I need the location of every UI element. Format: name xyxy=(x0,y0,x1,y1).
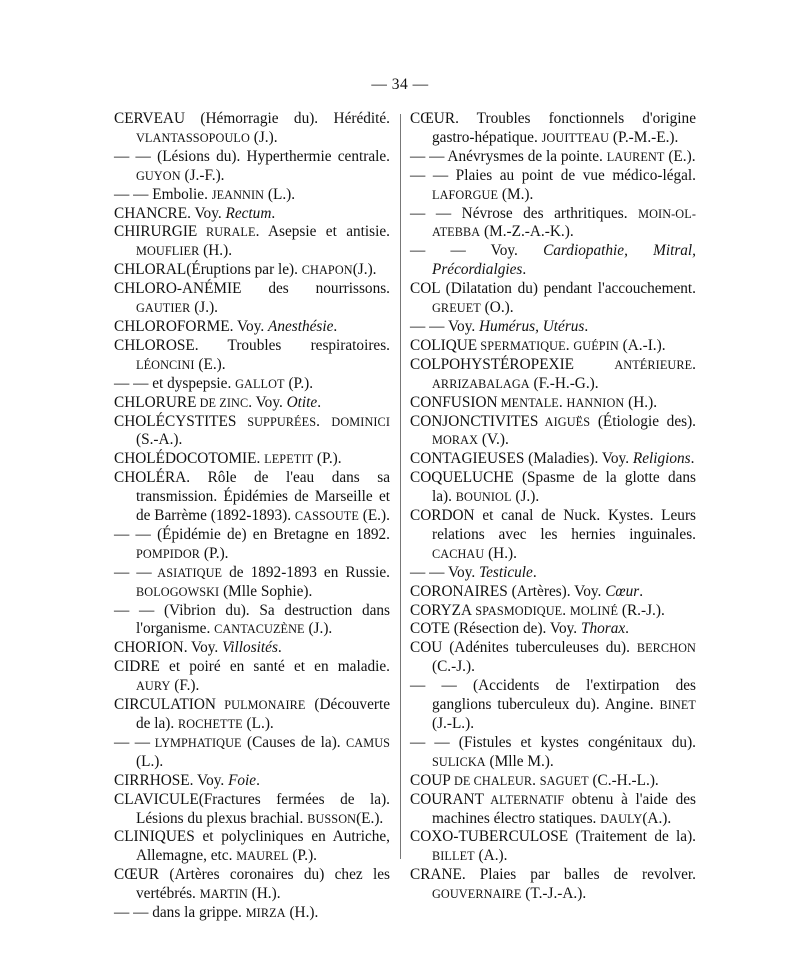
entry-author: LÉONCINI xyxy=(136,357,195,372)
entry-qualifier: SUPPURÉES xyxy=(236,414,317,429)
entry-text: (Dilatation du) pendant l'accouchement. xyxy=(440,280,696,298)
entry-tail: (L.). xyxy=(242,715,274,732)
index-entry xyxy=(410,866,696,904)
entry-headword: CORDON xyxy=(410,507,475,525)
entry-text: . xyxy=(532,771,540,789)
index-entry xyxy=(114,223,390,261)
entry-qualifier: RURALE xyxy=(197,225,256,240)
entry-author: ROCHETTE xyxy=(178,717,243,731)
entry-headword: COXO-TUBERCULOSE xyxy=(410,828,569,846)
entry-author: CAMUS xyxy=(346,735,391,750)
entry-tail: (M.). xyxy=(498,185,534,203)
entry-headword: — — xyxy=(114,525,151,543)
entry-text: . Rôle de l'eau dans sa transmission. Épidémies de Marseille et de Barrème (1892-1893). xyxy=(136,469,390,525)
entry-tail: (J.-F.). xyxy=(180,166,225,184)
entry-text: (Traitement de la). xyxy=(568,828,696,846)
entry-headword: CHLORURE xyxy=(114,393,197,411)
entry-headword: CRANE xyxy=(410,866,462,884)
index-entry xyxy=(410,205,696,243)
index-entry xyxy=(114,602,390,640)
entry-headword: COURANT xyxy=(410,790,484,808)
entry-author: GOUVERNAIRE xyxy=(432,887,522,902)
index-entry xyxy=(114,413,390,451)
index-entry xyxy=(410,583,696,602)
entry-headword: — — xyxy=(114,147,151,165)
index-entry xyxy=(410,620,696,639)
entry-tail: (E.). xyxy=(664,147,696,165)
index-entry xyxy=(114,280,390,318)
index-entry xyxy=(410,602,696,621)
entry-tail: (H.). xyxy=(199,242,233,260)
entry-tail: . xyxy=(333,317,338,335)
entry-text: . Voy. xyxy=(183,639,223,657)
entry-headword: COU xyxy=(410,639,443,657)
entry-tail: . xyxy=(690,450,695,468)
entry-reference: Humérus, Utérus xyxy=(479,317,585,335)
entry-text: (Fistules et kystes congénitaux du). xyxy=(449,733,696,751)
entry-headword: COQUELUCHE xyxy=(410,469,514,487)
entry-text: Plaies au point de vue médico-légal. xyxy=(448,166,697,184)
entry-text: (Accidents de l'extirpation des ganglions tuberculeux du). Angine. xyxy=(432,677,696,714)
index-entry xyxy=(410,318,696,337)
entry-text: . xyxy=(565,336,574,354)
index-entry xyxy=(114,450,390,469)
entry-qualifier: ALTERNATIF xyxy=(483,792,565,807)
entry-text: et poiré en santé et en maladie. xyxy=(159,658,390,676)
index-entry xyxy=(410,450,696,469)
entry-author: BERCHON xyxy=(636,641,696,656)
entry-author: BINET xyxy=(659,698,696,713)
index-entry xyxy=(410,148,696,167)
entry-author: GAUTIER xyxy=(136,301,191,316)
entry-tail: . xyxy=(584,317,589,335)
entry-author: HANNION xyxy=(566,395,625,410)
entry-tail: (L.). xyxy=(264,185,296,203)
entry-tail: (H.). xyxy=(484,544,517,562)
entry-text: . xyxy=(256,450,265,468)
entry-author: VLANTASSOPOULO xyxy=(136,130,250,145)
entry-reference: Anesthésie xyxy=(268,317,334,335)
entry-author: GREUET xyxy=(432,301,481,316)
entry-reference: Thorax xyxy=(580,620,626,638)
page-number: — 34 — xyxy=(371,76,429,93)
entry-tail: (J.-L.). xyxy=(432,715,475,732)
entry-tail: (Mlle M.). xyxy=(485,752,554,770)
right-column xyxy=(410,110,696,904)
entry-reference: Cœur xyxy=(605,582,640,600)
entry-text: Anévrysmes de la pointe. xyxy=(444,147,607,165)
index-entry xyxy=(410,356,696,394)
entry-text: Voy. xyxy=(444,317,479,335)
entry-headword: CŒUR xyxy=(410,110,456,127)
entry-text: (Adénites tuberculeuses du). xyxy=(442,639,637,657)
index-entry xyxy=(410,828,696,866)
entry-text: et dyspepsie. xyxy=(148,374,236,392)
entry-author: BUSSON xyxy=(307,811,357,826)
entry-headword: — — xyxy=(114,185,149,203)
entry-text: . Voy. xyxy=(189,771,229,789)
index-entry xyxy=(114,564,390,602)
entry-headword: COL xyxy=(410,280,441,298)
entry-headword: CERVEAU xyxy=(114,110,186,127)
entry-text: Voy. xyxy=(465,242,544,260)
entry-author: DOMINICI xyxy=(331,414,390,429)
index-entry xyxy=(114,337,390,375)
index-entry xyxy=(410,110,696,148)
entry-author: DAULY xyxy=(600,811,643,826)
entry-author: GUYON xyxy=(136,168,181,183)
entry-tail: (H.). xyxy=(247,885,281,903)
entry-text: . Voy. xyxy=(248,393,287,411)
entry-text: de 1892-1893 en Russie. xyxy=(222,563,390,581)
entry-tail: (S.-A.). xyxy=(136,431,183,449)
entry-tail: (J.). xyxy=(249,128,278,146)
entry-headword: — — xyxy=(410,147,445,165)
entry-headword: CHIRURGIE xyxy=(114,223,198,241)
entry-tail: (P.-M.-E.). xyxy=(609,128,679,146)
entry-text: (Spasme de la glotte dans la). xyxy=(432,469,696,506)
index-entry xyxy=(114,904,390,923)
entry-author: MOIN-OL-ATEBBA xyxy=(432,206,696,240)
entry-author: CHAPON xyxy=(301,263,353,278)
index-entry xyxy=(114,186,390,205)
entry-reference: Cardiopathie, Mitral, Précordialgies xyxy=(432,242,696,279)
entry-tail: (T.-J.-A.). xyxy=(521,885,587,903)
index-entry xyxy=(114,205,390,224)
entry-headword: CHANCRE xyxy=(114,204,188,222)
entry-tail: (J.). xyxy=(352,261,377,279)
entry-author: JEANNIN xyxy=(211,187,265,202)
entry-headword: CHLORAL xyxy=(114,261,187,279)
entry-text: (Artères). Voy. xyxy=(507,582,606,600)
index-entry xyxy=(114,375,390,394)
index-entry xyxy=(114,866,390,904)
index-entry xyxy=(410,677,696,734)
entry-reference: Religions xyxy=(632,450,691,468)
index-entry xyxy=(410,772,696,791)
entry-text: . Voy. xyxy=(187,204,226,222)
left-column xyxy=(114,110,390,923)
entry-tail: (H.). xyxy=(624,393,658,411)
index-entry xyxy=(114,734,390,772)
entry-tail: (H.). xyxy=(285,904,319,922)
entry-text: (Fractures fermées de la). Lésions du plexus brachial. xyxy=(136,790,390,827)
entry-tail: (R.-J.). xyxy=(618,601,665,619)
entry-tail: (P.). xyxy=(200,544,229,562)
entry-tail: . xyxy=(522,261,527,279)
entry-text: (Épidémie de) en Bretagne en 1892. xyxy=(150,525,391,543)
entry-text: (Vibrion du). Sa destruction dans l'organisme. xyxy=(136,601,390,638)
entry-author: CASSOUTE xyxy=(294,509,359,524)
entry-qualifier: MENTALE xyxy=(497,395,559,410)
entry-author: SAGUET xyxy=(539,773,589,788)
entry-reference: Rectum xyxy=(225,204,272,222)
entry-tail: (A.). xyxy=(474,847,508,865)
entry-tail: (A.). xyxy=(642,809,672,827)
entry-author: MORAX xyxy=(432,433,479,448)
entry-text: (Résection de). Voy. xyxy=(449,620,581,638)
entry-text: et canal de Nuck. Kystes. Leurs relations avec les hernies inguinales. xyxy=(432,507,696,543)
entry-text: . xyxy=(692,355,696,373)
entry-text: . Troubles respiratoires. xyxy=(194,336,390,354)
entry-qualifier: DE CHALEUR xyxy=(450,773,533,788)
entry-headword: — — xyxy=(114,733,150,751)
entry-headword: CONJONCTIVITES xyxy=(410,412,539,430)
index-entry xyxy=(410,564,696,583)
entry-headword: CHOLÉDOCOTOMIE xyxy=(114,450,257,468)
entry-text: . Plaies par balles de revolver. xyxy=(461,866,696,884)
entry-text: Névrose des arthritiques. xyxy=(451,204,639,222)
entry-headword: — — xyxy=(410,677,457,695)
entry-text: dans la grippe. xyxy=(148,904,246,922)
entry-text: des nourrissons. xyxy=(241,280,390,298)
index-entry xyxy=(410,639,696,677)
index-entry xyxy=(410,280,696,318)
entry-tail: . xyxy=(277,639,282,657)
column-divider xyxy=(400,114,401,859)
entry-text: (Causes de la). xyxy=(241,733,347,751)
entry-author: BOLOGOWSKI xyxy=(136,584,220,599)
index-entry xyxy=(114,658,390,696)
entry-headword: — — xyxy=(114,601,155,619)
entry-headword: COTE xyxy=(410,620,450,638)
entry-tail: (Mlle Sophie). xyxy=(219,582,313,600)
entry-author: ARRIZABALAGA xyxy=(432,376,530,391)
entry-text: . Voy. xyxy=(229,317,268,335)
entry-tail: (P.). xyxy=(284,374,314,392)
entry-author: POMPIDOR xyxy=(136,546,201,561)
entry-text: . xyxy=(558,393,567,411)
entry-text: . Troubles fonctionnels d'origine gastro-hépatique. xyxy=(432,110,696,146)
entry-headword: CIDRE xyxy=(114,658,160,676)
entry-text: (Maladies). Voy. xyxy=(524,450,633,468)
entry-headword: — — xyxy=(114,374,149,392)
entry-qualifier: SPERMATIQUE xyxy=(477,338,566,353)
entry-tail: (A.-I.). xyxy=(618,336,666,354)
index-entry xyxy=(410,507,696,564)
entry-headword: CONTAGIEUSES xyxy=(410,450,525,468)
entry-author: JOUITTEAU xyxy=(541,130,610,145)
index-entry xyxy=(410,337,696,356)
entry-headword: CHLOROFORME xyxy=(114,317,230,335)
entry-text: (Hémorragie du). Hérédité. xyxy=(185,110,390,127)
entry-headword: CORYZA xyxy=(410,601,473,619)
entry-tail: (M.-Z.-A.-K.). xyxy=(480,223,574,241)
entry-tail: . xyxy=(532,563,537,581)
entry-text: obtenu à l'aide des machines électro statiques. xyxy=(432,790,696,827)
index-entry xyxy=(410,734,696,772)
entry-tail: (L.). xyxy=(136,752,164,770)
entry-author: AURY xyxy=(136,679,171,694)
entry-author: CACHAU xyxy=(432,546,485,561)
index-entry xyxy=(114,318,390,337)
index-entry xyxy=(114,772,390,791)
entry-text: (Éruptions par le). xyxy=(186,261,302,279)
entry-headword: CIRCULATION xyxy=(114,696,216,714)
entry-tail: . xyxy=(625,620,629,638)
entry-author: MAUREL xyxy=(236,849,289,864)
entry-reference: Villosités xyxy=(222,639,278,657)
entry-headword: CHOLÉCYSTITES xyxy=(114,412,237,430)
index-entry xyxy=(114,696,390,734)
entry-author: LEPETIT xyxy=(264,452,314,467)
entry-tail: (J.). xyxy=(304,620,333,638)
entry-tail: . xyxy=(271,204,276,222)
entry-headword: CIRRHOSE xyxy=(114,771,190,789)
entry-text: (Lésions du). Hyperthermie centrale. xyxy=(150,147,390,165)
entry-headword: — — xyxy=(410,563,445,581)
entry-headword: — — xyxy=(410,166,449,184)
index-entry xyxy=(410,167,696,205)
index-entry xyxy=(410,413,696,451)
entry-author: LAURENT xyxy=(606,149,665,164)
entry-author: MIRZA xyxy=(245,906,286,921)
entry-tail: (O.). xyxy=(480,299,514,317)
entry-headword: — — xyxy=(410,317,445,335)
entry-reference: Testicule xyxy=(479,563,533,581)
entry-author: BILLET xyxy=(432,849,475,864)
entry-author: MOUFLIER xyxy=(136,244,200,259)
entry-tail: . xyxy=(639,582,644,600)
index-entry xyxy=(114,261,390,280)
index-entry xyxy=(410,469,696,507)
entry-author: GALLOT xyxy=(235,376,285,391)
entry-headword: COUP xyxy=(410,771,451,789)
entry-text: (Étiologie des). xyxy=(590,412,696,430)
entry-text: . Asepsie et antisie. xyxy=(255,223,390,241)
entry-tail: (V.). xyxy=(478,431,509,449)
entry-tail: (J.). xyxy=(511,488,540,506)
entry-qualifier: SPASMODIQUE xyxy=(472,603,563,618)
entry-tail: . xyxy=(256,771,260,789)
entry-author: BOUNIOL xyxy=(455,490,512,505)
index-entry xyxy=(114,148,390,186)
entry-text: Embolie. xyxy=(148,185,212,203)
entry-tail: (J.). xyxy=(190,299,219,317)
index-entry xyxy=(114,469,390,526)
entry-headword: CHLOROSE xyxy=(114,336,195,354)
entry-headword: CORONAIRES xyxy=(410,582,508,600)
entry-headword: — — xyxy=(410,204,452,222)
entry-headword: CHORION xyxy=(114,639,184,657)
entry-tail: (F.-H.-G.). xyxy=(529,374,599,392)
entry-reference: Otite xyxy=(286,393,318,411)
entry-tail: (E.). xyxy=(356,809,384,827)
entry-qualifier: PULMONAIRE xyxy=(215,698,306,713)
index-entry xyxy=(410,242,696,280)
entry-qualifier: AIGUËS xyxy=(538,414,591,429)
index-entry xyxy=(114,828,390,866)
entry-qualifier: ASIATIQUE xyxy=(151,565,223,580)
entry-author: GUÉPIN xyxy=(573,338,619,353)
entry-headword: CONFUSION xyxy=(410,393,498,411)
entry-headword: COLIQUE xyxy=(410,336,478,354)
entry-text: . xyxy=(316,412,332,430)
entry-qualifier: ANTÉRIEURE xyxy=(574,357,693,372)
entry-headword: CLAVICULE xyxy=(114,790,199,808)
index-entry xyxy=(114,110,390,148)
entry-tail: (P.). xyxy=(313,450,342,468)
entry-author: SULICKA xyxy=(432,754,486,769)
entry-text: (Découverte de la). xyxy=(136,696,390,732)
entry-tail: . xyxy=(317,393,322,411)
entry-tail: (E.). xyxy=(358,507,390,525)
entry-headword: — — xyxy=(114,904,149,922)
index-entry xyxy=(114,791,390,829)
index-entry xyxy=(114,639,390,658)
entry-text: . xyxy=(562,601,570,619)
entry-tail: (P.). xyxy=(288,847,317,865)
entry-tail: (E.). xyxy=(194,355,226,373)
entry-headword: — — xyxy=(114,563,152,581)
entry-text: (Artères coronaires du) chez les vertébrés. xyxy=(136,866,390,903)
entry-headword: CŒUR xyxy=(114,866,160,884)
entry-author: MOLINÉ xyxy=(569,603,619,618)
entry-headword: CHLORO-ANÉMIE xyxy=(114,280,242,298)
entry-tail: (F.). xyxy=(170,677,200,695)
entry-headword: — — xyxy=(410,242,466,260)
entry-tail: (C.-H.-L.). xyxy=(588,771,659,789)
entry-headword: — — xyxy=(410,733,450,751)
index-entry xyxy=(114,394,390,413)
entry-author: CANTACUZÈNE xyxy=(214,622,305,637)
entry-reference: Foie xyxy=(228,771,257,789)
index-entry xyxy=(114,526,390,564)
entry-author: LAFORGUE xyxy=(432,187,499,202)
entry-headword: CLINIQUES xyxy=(114,828,195,846)
index-entry xyxy=(410,394,696,413)
entry-text: Voy. xyxy=(444,563,479,581)
entry-text: et polycliniques en Autriche, Allemagne, etc. xyxy=(136,828,390,865)
entry-qualifier: LYMPHATIQUE xyxy=(150,735,242,750)
entry-author: MARTIN xyxy=(199,887,248,902)
entry-headword: COLPOHYSTÉROPEXIE xyxy=(410,355,575,373)
entry-qualifier: DE ZINC xyxy=(196,395,249,410)
entry-tail: (C.-J.). xyxy=(432,658,475,676)
entry-headword: CHOLÉRA xyxy=(114,469,187,487)
index-entry xyxy=(410,791,696,829)
